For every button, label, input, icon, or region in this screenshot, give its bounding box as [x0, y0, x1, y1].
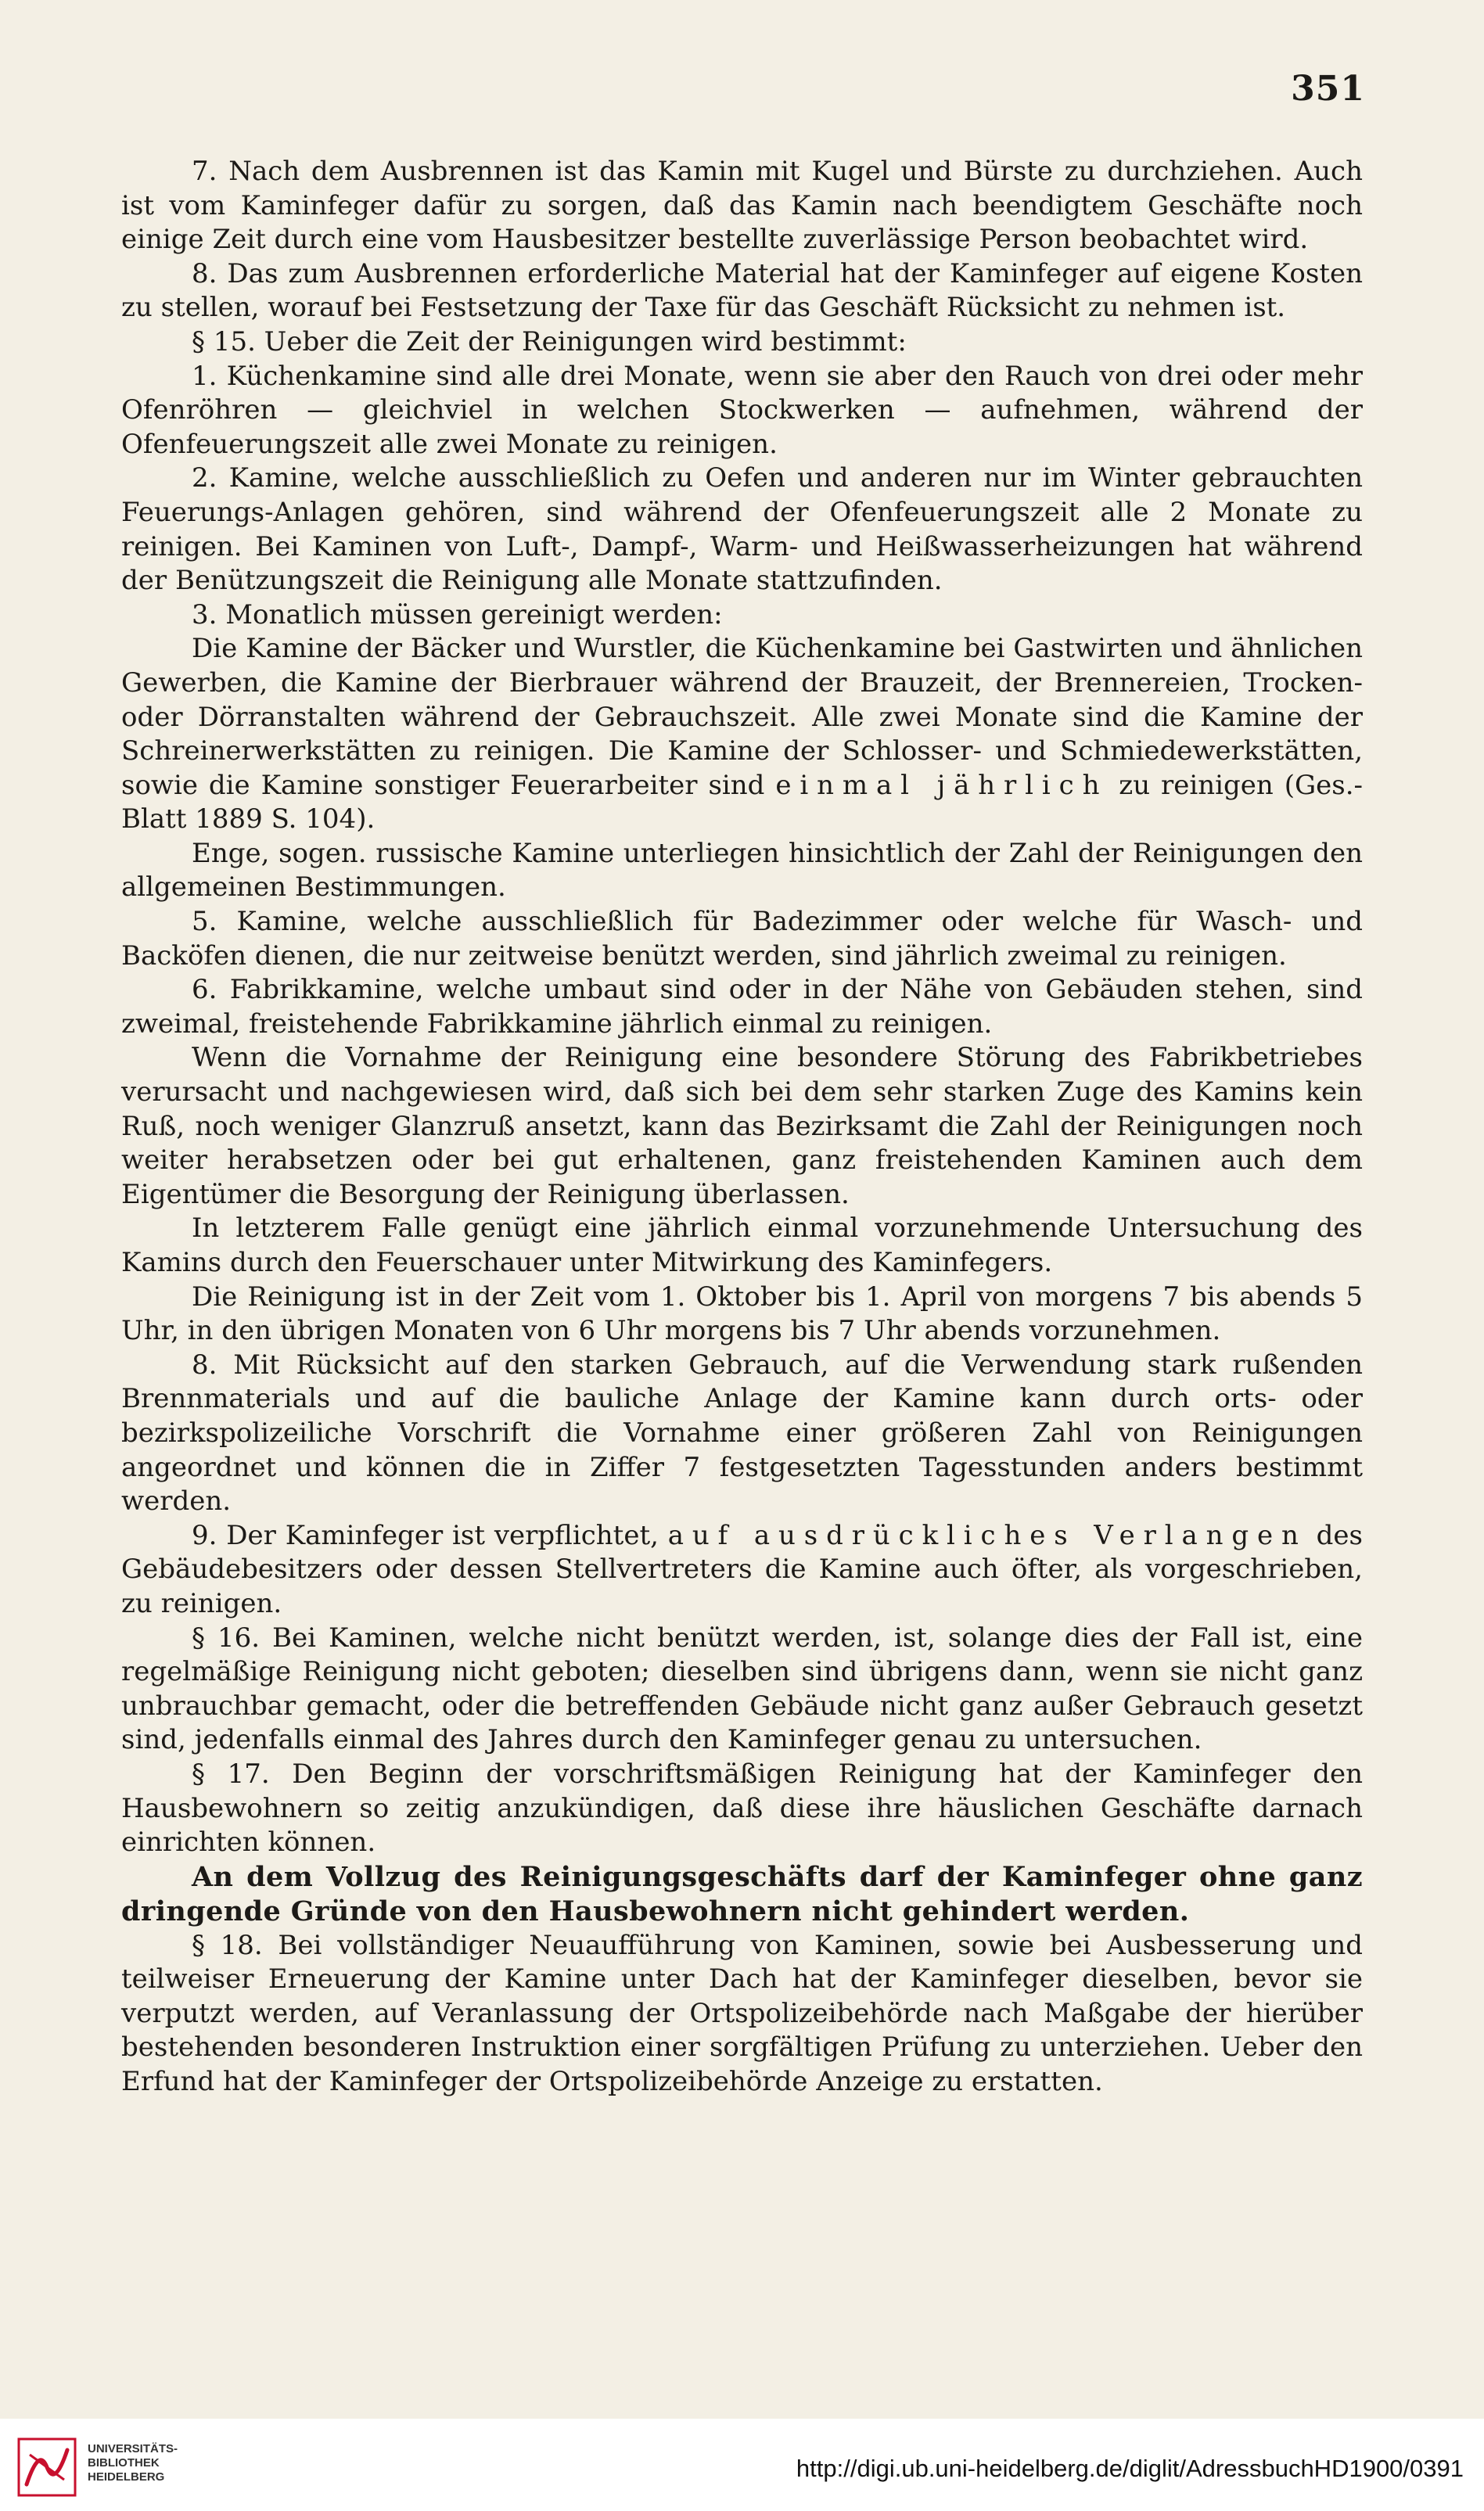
paragraph-15-3: 3. Monatlich müssen gereinigt werden:: [192, 598, 723, 630]
paragraph-15-3-detail: Die Kamine der Bäcker und Wurstler, die Küchenkamine bei Gastwirten und ähnlichen Gewerben, die Kamine der Bierbrauer während der Brauzeit, der Brennereien, Trocken- oder Dörranstalten während der Gebrauchszeit. Alle zwei Monate sind die Kamine der Schreinerwerkstätten zu reinigen. Die Kamine der Schlosser- und Schmiedewerkstätten, sowie die Kamine sonstiger Feuerarbeiter sind einmal jährlich zu reinigen (Ges.-Blatt 1889 S. 104).: [121, 633, 1363, 835]
section-15-heading: § 15. Ueber die Zeit der Reinigungen wird bestimmt:: [192, 325, 907, 357]
paragraph-factory-exception: Wenn die Vornahme der Reinigung eine besondere Störung des Fabrikbetriebes verursacht und nachgewiesen wird, daß sich bei dem sehr starken Zuge des Kamins kein Ruß, noch weniger Glanzruß ansetzt, kann das Bezirksamt die Zahl der Reinigungen noch weiter herabsetzen oder bei gut erhaltenen, ganz freistehenden Kaminen auch dem Eigentümer die Besorgung der Reinigung überlassen.: [121, 1042, 1363, 1210]
paragraph-8: 8. Das zum Ausbrennen erforderliche Material hat der Kaminfeger auf eigene Kosten zu stellen, worauf bei Festsetzung der Taxe für das Geschäft Rücksicht zu nehmen ist.: [121, 257, 1363, 324]
section-17: § 17. Den Beginn der vorschriftsmäßigen Reinigung hat der Kaminfeger den Hausbewohnern so zeitig anzukündigen, daß diese ihre häuslichen Geschäfte darnach einrichten können.: [121, 1758, 1363, 1859]
page-number: 351: [1291, 69, 1365, 109]
paragraph-15-6: 6. Fabrikkamine, welche umbaut sind oder in der Nähe von Gebäuden stehen, sind zweimal, freistehende Fabrikkamine jährlich einmal zu reinigen.: [121, 974, 1363, 1040]
paragraph-7: 7. Nach dem Ausbrennen ist das Kamin mit Kugel und Bürste zu durchziehen. Auch ist vom Kaminfeger dafür zu sorgen, daß das Kamin nach beendigtem Geschäfte noch einige Zeit durch eine vom Hausbesitzer bestellte zuverlässige Person beobachtet wird.: [121, 156, 1363, 256]
paragraph-russian-chimneys: Enge, sogen. russische Kamine unterliegen hinsichtlich der Zahl der Reinigungen den allgemeinen Bestimmungen.: [121, 837, 1363, 903]
library-name: UNIVERSITÄTS- BIBLIOTHEK HEIDELBERG: [88, 2442, 178, 2484]
footer-bar: [0, 2419, 1484, 2511]
paragraph-cleaning-hours: Die Reinigung ist in der Zeit vom 1. Oktober bis 1. April von morgens 7 bis abends 5 Uhr, in den übrigen Monaten von 6 Uhr morgens bis 7 Uhr abends vorzunehmen.: [121, 1281, 1363, 1347]
emphasis-spaced: einmal jährlich: [775, 769, 1109, 801]
emphasis-spaced: auf ausdrückliches Verlangen: [667, 1519, 1307, 1551]
bold-notice: An dem Vollzug des Reinigungsgeschäfts darf der Kaminfeger ohne ganz dringende Gründe von den Hausbewohnern nicht gehindert werden.: [121, 1860, 1363, 1927]
document-body: [121, 155, 1363, 2100]
paragraph-15-1: 1. Küchenkamine sind alle drei Monate, wenn sie aber den Rauch von drei oder mehr Ofenröhren — gleichviel in welchen Stockwerken — aufnehmen, während der Ofenfeuerungszeit alle zwei Monate zu reinigen.: [121, 360, 1363, 460]
paragraph-15-2: 2. Kamine, welche ausschließlich zu Oefen und anderen nur im Winter gebrauchten Feuerungs-Anlagen gehören, sind während der Ofenfeuerungszeit alle 2 Monate zu reinigen. Bei Kaminen von Luft-, Dampf-, Warm- und Heißwasserheizungen hat während der Benützungszeit die Reinigung alle Monate stattzufinden.: [121, 462, 1363, 597]
source-url[interactable]: http://digi.ub.uni-heidelberg.de/diglit/AdressbuchHD1900/0391: [796, 2455, 1464, 2482]
paragraph-15-9: 9. Der Kaminfeger ist verpflichtet, auf ausdrückliches Verlangen des Gebäudebesitzers oder dessen Stellvertreters die Kamine auch öfter, als vorgeschrieben, zu reinigen.: [121, 1519, 1363, 1619]
paragraph-15-8: 8. Mit Rücksicht auf den starken Gebrauch, auf die Verwendung stark rußenden Brennmaterials und auf die bauliche Anlage der Kamine kann durch orts- oder bezirkspolizeiliche Vorschrift die Vornahme einer größeren Zahl von Reinigungen angeordnet und können die in Ziffer 7 festgesetzten Tagesstunden anders bestimmt werden.: [121, 1349, 1363, 1518]
section-18: § 18. Bei vollständiger Neuaufführung von Kaminen, sowie bei Ausbesserung und teilweiser Erneuerung der Kamine unter Dach hat der Kaminfeger dieselben, bevor sie verputzt werden, auf Veranlassung der Ortspolizeibehörde nach Maßgabe der hierüber bestehenden besonderen Instruktion einer sorgfältigen Prüfung zu unterziehen. Ueber den Erfund hat der Kaminfeger der Ortspolizeibehörde Anzeige zu erstatten.: [121, 1929, 1363, 2098]
university-library-logo-icon: [16, 2436, 78, 2498]
paragraph-inspection: In letzterem Falle genügt eine jährlich einmal vorzunehmende Untersuchung des Kamins durch den Feuerschauer unter Mitwirkung des Kaminfegers.: [121, 1212, 1363, 1278]
section-16: § 16. Bei Kaminen, welche nicht benützt werden, ist, solange dies der Fall ist, eine regelmäßige Reinigung nicht geboten; dieselben sind übrigens dann, wenn sie nicht ganz unbrauchbar gemacht, oder die betreffenden Gebäude nicht ganz außer Gebrauch gesetzt sind, jedenfalls einmal des Jahres durch den Kaminfeger genau zu untersuchen.: [121, 1622, 1363, 1756]
paragraph-15-5: 5. Kamine, welche ausschließlich für Badezimmer oder welche für Wasch- und Backöfen dienen, die nur zeitweise benützt werden, sind jährlich zweimal zu reinigen.: [121, 906, 1363, 972]
